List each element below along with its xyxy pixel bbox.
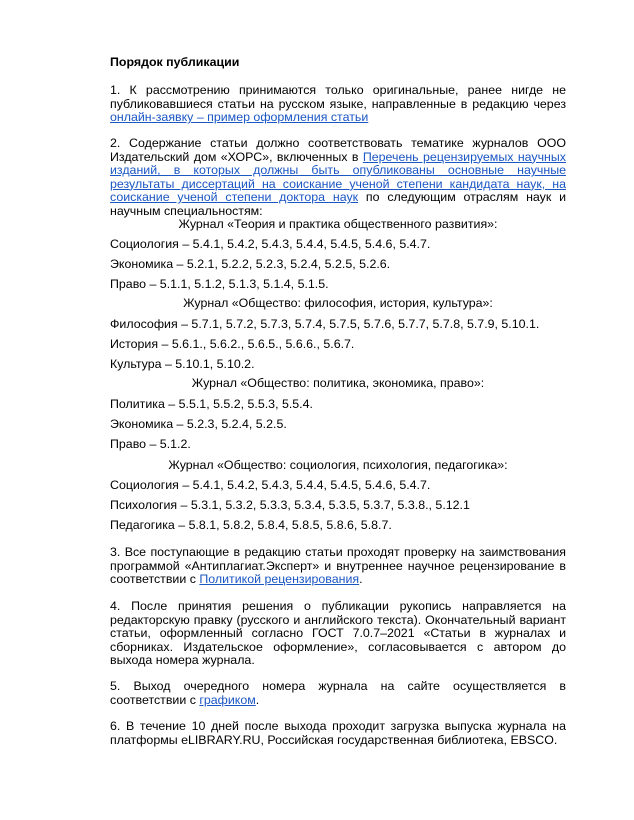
specialty-line: Психология – 5.3.1, 5.3.2, 5.3.3, 5.3.4, 5.3.5, 5.3.7, 5.3.8., 5.12.1 [110,498,470,512]
specialty-line: Педагогика – 5.8.1, 5.8.2, 5.8.4, 5.8.5, 5.8.6, 5.8.7. [110,518,392,532]
specialty-line: Право – 5.1.1, 5.1.2, 5.1.3, 5.1.4, 5.1.5. [110,277,329,291]
specialty-line: История – 5.6.1., 5.6.2., 5.6.5., 5.6.6., 5.6.7. [110,337,355,351]
journal-title: Журнал «Общество: социология, психология, педагогика»: [168,458,508,472]
paragraph-5 [110,680,566,707]
paragraph-6-text: 6. В течение 10 дней после выхода проходит загрузка выпуска журнала на платформы eLIBRARY.RU, Российская государственная библиотека, EBSCO. [110,719,566,747]
vak-list-link[interactable]: Перечень рецензируемых научных изданий, в которых должны быть опубликованы основные научные результаты диссертаций на соискание ученой степени кандидата наук, на соискание ученой степени доктора наук [110,149,567,205]
specialty-line: Право – 5.1.2. [110,437,191,451]
paragraph-1 [110,84,566,125]
paragraph-3 [110,546,566,587]
paragraph-2-text: 2. Содержание статьи должно соответствовать тематике журналов ООО Издательский дом «ХОРС», включенных в [110,136,566,164]
specialty-line: Экономика – 5.2.1, 5.2.2, 5.2.3, 5.2.4, 5.2.5, 5.2.6. [110,257,391,271]
specialty-line: Культура – 5.10.1, 5.10.2. [110,357,255,371]
journal-title: Журнал «Теория и практика общественного развития»: [178,217,498,231]
paragraph-4-text: 4. После принятия решения о публикации рукопись направляется на редакторскую правку (русского и английского текста). Окончательный вариант статьи, оформленный согласно ГОСТ 7.0.7–2021 «Статьи в журналах и сборниках. Издательское оформление», согласовывается с автором до выхода номера журнала. [110,599,566,668]
paragraph-4 [110,600,566,668]
paragraph-2-tail: по следующим отраслям наук и научным специальностям: [110,190,567,218]
link-separator[interactable]: – [193,110,208,125]
specialty-line: Социология – 5.4.1, 5.4.2, 5.4.3, 5.4.4, 5.4.5, 5.4.6, 5.4.7. [110,478,431,492]
schedule-link[interactable]: графиком [199,692,256,707]
specialty-line: Экономика – 5.2.3, 5.2.4, 5.2.5. [110,417,287,431]
review-policy-link[interactable]: Политикой рецензирования [199,572,360,587]
paragraph-1-text: 1. К рассмотрению принимаются только оригинальные, ранее нигде не публиковавшиеся статьи на русском языке, направленные в редакцию через [110,83,566,111]
paragraph-5-text: 5. Выход очередного номера журнала на сайте осуществляется в соответствии с [110,679,566,707]
paragraph-3-tail: . [359,572,363,587]
online-application-link[interactable]: онлайн-заявку [110,110,194,125]
paragraph-6 [110,720,566,747]
page-title: Порядок публикации [110,55,240,69]
journal-title: Журнал «Общество: философия, история, культура»: [183,296,493,310]
paragraph-3-text: 3. Все поступающие в редакцию статьи проходят проверку на заимствования программой «Антиплагиат.Эксперт» и внутреннее научное рецензирование в соответствии с [110,545,566,587]
paragraph-5-tail: . [255,692,260,707]
article-example-link[interactable]: пример оформления статьи [207,110,369,125]
paragraph-2 [110,137,566,219]
specialty-line: Политика – 5.5.1, 5.5.2, 5.5.3, 5.5.4. [110,397,313,411]
journal-title: Журнал «Общество: политика, экономика, право»: [191,376,485,390]
specialty-line: Философия – 5.7.1, 5.7.2, 5.7.3, 5.7.4, 5.7.5, 5.7.6, 5.7.7, 5.7.8, 5.7.9, 5.10.1. [110,317,540,331]
specialty-line: Социология – 5.4.1, 5.4.2, 5.4.3, 5.4.4, 5.4.5, 5.4.6, 5.4.7. [110,237,431,251]
